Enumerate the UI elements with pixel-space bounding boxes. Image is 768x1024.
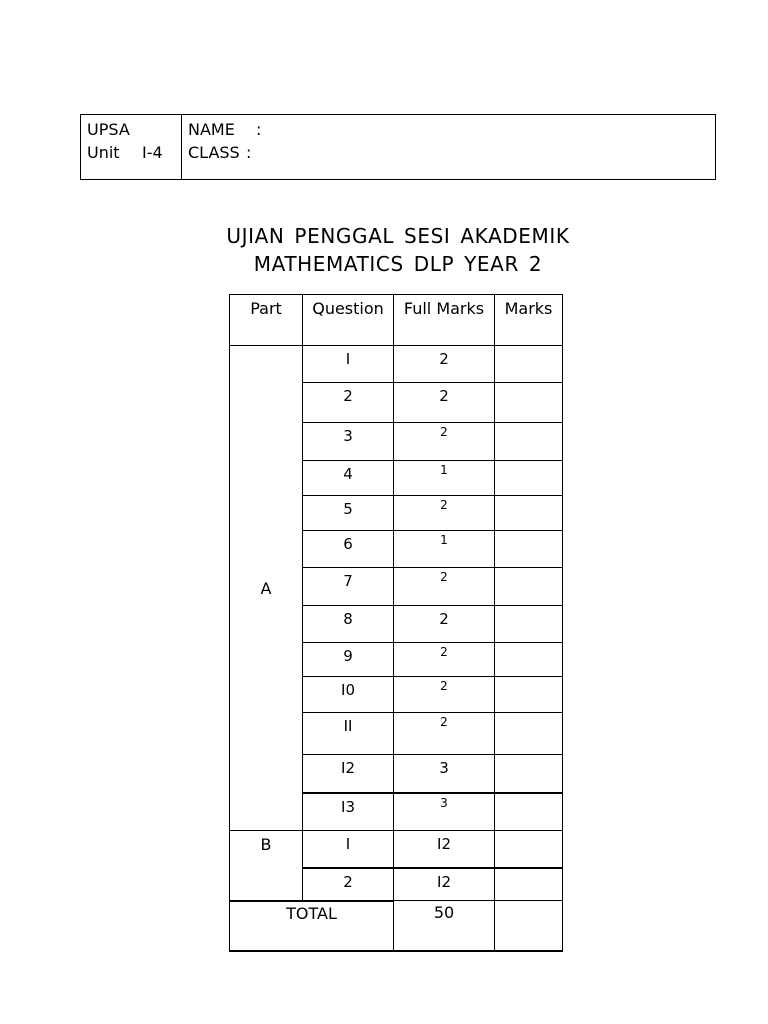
school-name: UPSA [87,120,130,139]
marks-input[interactable] [495,568,563,606]
total-full-marks: 50 [394,901,495,951]
total-label: TOTAL [230,901,394,951]
question-number: 6 [303,531,394,568]
total-marks-input[interactable] [495,901,563,951]
full-marks-value: I2 [394,831,495,868]
full-marks-value: 1 [394,531,495,568]
full-marks-value: 2 [394,423,495,461]
question-number: 4 [303,461,394,496]
full-marks-value: 2 [394,606,495,643]
marks-input[interactable] [495,868,563,901]
marks-input[interactable] [495,793,563,831]
unit-value: I-4 [142,143,163,162]
full-marks-value: 2 [394,496,495,531]
table-row [230,831,563,868]
class-colon: : [246,143,252,162]
header-question: Question [303,295,394,346]
header-marks: Marks [495,295,563,346]
question-number: 3 [303,423,394,461]
marks-input[interactable] [495,423,563,461]
marks-input[interactable] [495,643,563,677]
question-number: I2 [303,755,394,793]
name-label: NAME [188,120,235,139]
marks-input[interactable] [495,713,563,755]
part-a-label: A [230,346,303,831]
class-field[interactable] [256,141,715,164]
question-number: I0 [303,677,394,713]
exam-subtitle: MATHEMATICS DLP YEAR 2 [253,252,543,276]
full-marks-value: 2 [394,677,495,713]
question-number: I [303,831,394,868]
question-number: 9 [303,643,394,677]
marks-input[interactable] [495,383,563,423]
full-marks-value: 1 [394,461,495,496]
header-full-marks: Full Marks [394,295,495,346]
marks-input[interactable] [495,346,563,383]
full-marks-value: 2 [394,346,495,383]
marks-table [229,294,563,952]
full-marks-value: I2 [394,868,495,901]
school-unit-cell [81,115,182,179]
full-marks-value: 2 [394,568,495,606]
full-marks-value: 2 [394,643,495,677]
question-number: 5 [303,496,394,531]
part-b-label: B [230,831,303,901]
unit-label: Unit [87,143,120,162]
question-number: II [303,713,394,755]
header-part: Part [230,295,303,346]
student-info-box [80,114,716,180]
name-class-cell [182,115,715,179]
full-marks-value: 2 [394,383,495,423]
full-marks-value: 2 [394,713,495,755]
exam-title: UJIAN PENGGAL SESI AKADEMIK [226,224,570,248]
question-number: I [303,346,394,383]
full-marks-value: 3 [394,793,495,831]
marks-input[interactable] [495,831,563,868]
marks-input[interactable] [495,531,563,568]
full-marks-value: 3 [394,755,495,793]
question-number: 8 [303,606,394,643]
question-number: I3 [303,793,394,831]
name-colon: : [256,120,262,139]
question-number: 7 [303,568,394,606]
question-number: 2 [303,383,394,423]
marks-input[interactable] [495,496,563,531]
name-field[interactable] [266,118,715,141]
marks-input[interactable] [495,606,563,643]
total-row [230,901,563,951]
table-row [230,346,563,383]
marks-input[interactable] [495,461,563,496]
table-header-row [230,295,563,346]
marks-input[interactable] [495,677,563,713]
question-number: 2 [303,868,394,901]
marks-input[interactable] [495,755,563,793]
class-label: CLASS [188,143,240,162]
